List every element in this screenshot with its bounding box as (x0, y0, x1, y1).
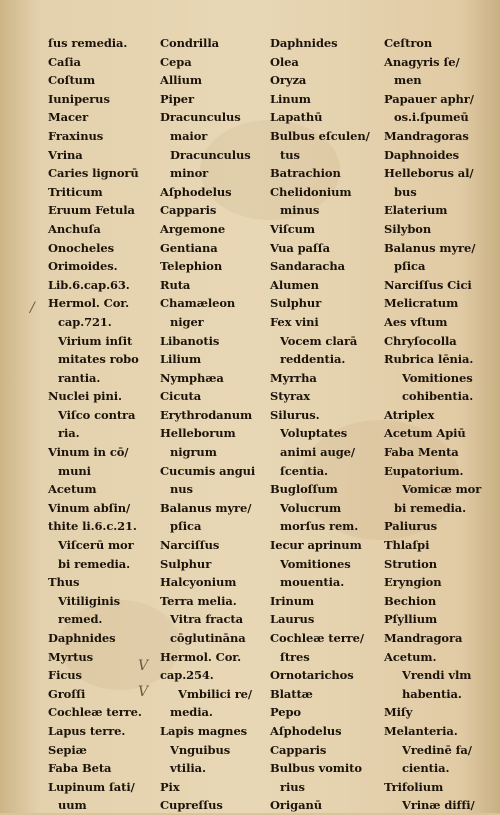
index-entry: Iuniperus (48, 91, 110, 106)
index-entry: Balanus myre/ (384, 240, 476, 255)
index-entry: Faba Menta (384, 445, 459, 460)
index-entry: Helleborus al/ (384, 166, 474, 181)
index-entry: cohibentia. (402, 389, 474, 404)
index-entry: Myrtus (48, 649, 94, 664)
index-entry: Miſy (384, 705, 413, 720)
index-entry: Styrax (270, 389, 311, 404)
index-entry: Pix (160, 779, 180, 794)
index-entry: Voluptates (280, 426, 348, 441)
index-entry: Acetum Apiū (384, 426, 466, 441)
index-entry: Hermol. Cor. (48, 296, 130, 311)
index-entry: Vua paſſa (270, 240, 330, 255)
index-entry: niger (170, 314, 204, 329)
index-entry: Sulphur (160, 556, 212, 571)
index-entry: Eruum Fetula (48, 203, 135, 218)
index-entry: Ornotarichos (270, 668, 354, 683)
index-entry: bi remedia. (394, 500, 467, 515)
index-entry: Lilium (160, 352, 202, 367)
index-entry: Triticum (48, 184, 103, 199)
index-entry: Piper (160, 91, 194, 106)
index-entry: Trifolium (384, 779, 444, 794)
margin-pencil-mark: V (138, 684, 149, 700)
index-entry: mitates robo (58, 352, 139, 367)
index-entry: cōglutināna (170, 631, 246, 645)
index-entry: Hermol. Cor. (160, 649, 242, 664)
index-entry: Allium (160, 73, 202, 88)
index-entry: Cochleæ terre. (48, 705, 142, 720)
index-entry: Gentiana (160, 240, 218, 255)
index-entry: Fex vini (270, 314, 319, 329)
index-column-2 (158, 34, 270, 815)
index-entry: media. (170, 705, 213, 720)
index-entry: habentia. (402, 686, 462, 701)
index-entry: Vrendi vlm (402, 668, 472, 683)
index-entry: Anchuſa (48, 221, 101, 236)
index-entry: Vocem clarā (280, 333, 358, 348)
index-entry: bi remedia. (58, 556, 131, 571)
index-entry: Viſcum (270, 221, 315, 236)
index-entry: Condrilla (160, 36, 219, 50)
index-entry: Atriplex (384, 407, 435, 422)
index-entry: Fraxinus (48, 128, 104, 143)
index-entry: Anagyris ſe/ (384, 54, 460, 69)
index-entry: Bechion (384, 593, 437, 608)
index-entry: Alumen (270, 277, 319, 292)
index-entry: Sepiæ (48, 742, 87, 757)
index-entry: Acetum (48, 482, 97, 497)
index-entry: Eryngion (384, 575, 442, 590)
index-entry: Aſphodelus (270, 723, 342, 738)
index-entry: Vredinē fa/ (402, 742, 472, 757)
index-entry: nigrum (170, 445, 217, 460)
index-column-4 (384, 34, 492, 815)
index-entry: os.i.ſpumeū (394, 110, 469, 125)
index-entry: Narciſſus (160, 538, 220, 553)
index-entry: Viſco contra (58, 407, 136, 422)
index-entry: Myrrha (270, 370, 317, 385)
index-entry: Cicuta (160, 389, 202, 404)
index-entry: Origanū (270, 798, 322, 813)
index-entry: Melanteria. (384, 723, 458, 738)
index-entry: Libanotis (160, 333, 220, 348)
index-entry: Batrachion (270, 166, 341, 181)
index-entry: Vrina (48, 147, 83, 162)
index-entry: Oryza (270, 73, 307, 88)
index-entry: Acetum. (384, 649, 437, 664)
index-entry: Coſtum (48, 73, 96, 88)
index-entry: Vinum abſin/ (48, 500, 131, 515)
index-entry: Narciſſus Cici (384, 277, 472, 292)
index-entry: Orimoides. (48, 259, 118, 274)
index-entry: Nuclei pini. (48, 389, 122, 404)
index-entry: Silurus. (270, 407, 320, 422)
index-entry: Viſcerū mor (58, 538, 134, 553)
index-entry: Chamæleon (160, 296, 236, 311)
index-entry: Aſphodelus (160, 184, 232, 199)
index-entry: Dracunculus (170, 147, 251, 162)
index-entry: Lib.6.cap.63. (48, 277, 130, 292)
index-entry: muni (58, 463, 91, 478)
index-entry: Capparis (160, 203, 217, 218)
index-entry: Faba Beta (48, 761, 112, 776)
index-entry: Onocheles (48, 240, 114, 255)
index-entry: Aes vſtum (384, 314, 448, 329)
index-entry: Caries lignorū (48, 166, 139, 181)
index-entry: tus (280, 147, 300, 162)
index-entry: Ceſtron (384, 36, 433, 50)
index-entry: ſcentia. (280, 463, 328, 478)
index-entry: animi auge/ (280, 445, 355, 460)
index-entry: Vomitiones (402, 370, 473, 385)
index-entry: Papauer aphr/ (384, 91, 474, 106)
index-entry: Vitra fracta (170, 612, 243, 627)
index-entry: pſica (170, 519, 202, 534)
index-entry: ria. (58, 426, 80, 441)
index-entry: minus (280, 203, 320, 218)
index-entry: Terra melia. (160, 593, 237, 608)
index-entry: Vnguibus (170, 742, 231, 757)
index-entry: rius (280, 779, 305, 794)
index-entry: Blattæ (270, 686, 313, 701)
index-entry: Sulphur (270, 296, 322, 311)
index-entry: nus (170, 482, 193, 497)
index-entry: Erythrodanum (160, 407, 253, 422)
index-entry: Thus (48, 575, 80, 590)
index-entry: Pepo (270, 705, 301, 720)
index-entry: Rubrica lēnia. (384, 352, 474, 367)
index-entry: Dracunculus (160, 110, 241, 125)
index-entry: Bulbus vomito (270, 761, 362, 776)
index-entry: rantia. (58, 370, 101, 385)
index-entry: Pſyllium (384, 612, 438, 627)
index-entry: Thlaſpi (384, 538, 430, 553)
index-entry: Linum (270, 91, 311, 106)
index-entry: Chelidonium (270, 184, 352, 199)
index-entry: Sandaracha (270, 259, 345, 274)
index-entry: Argemone (160, 221, 226, 236)
index-entry: Daphnides (48, 631, 116, 645)
index-entry: Groſſi (48, 686, 86, 701)
index-entry: cientia. (402, 761, 450, 776)
index-entry: reddentia. (280, 352, 346, 367)
index-entry: Virium inſit (58, 333, 133, 348)
index-columns (44, 34, 490, 813)
index-entry: Caſia (48, 54, 81, 69)
index-entry: Ficus (48, 668, 82, 683)
index-column-3 (270, 34, 384, 815)
index-entry: Vitiliginis (58, 593, 121, 608)
index-entry: ſus remedia. (48, 36, 128, 50)
index-entry: Volucrum (280, 500, 342, 515)
index-entry: pſica (394, 259, 426, 274)
index-entry: Silybon (384, 221, 432, 236)
index-entry: Vomicæ mor (402, 482, 482, 497)
index-entry: Helleborum (160, 426, 236, 441)
index-entry: Strution (384, 556, 437, 571)
index-entry: Laurus (270, 612, 315, 627)
index-entry: Bugloſſum (270, 482, 338, 497)
margin-pencil-mark: V (138, 658, 149, 674)
index-entry: Vrinæ diffi/ (402, 798, 475, 813)
index-entry: Elaterium (384, 203, 448, 218)
index-entry: Ruta (160, 277, 191, 292)
index-entry: men (394, 73, 422, 88)
index-entry: Cucumis angui (160, 463, 256, 478)
index-entry: Daphnoides (384, 147, 460, 162)
index-entry: Capparis (270, 742, 327, 757)
index-entry: thite li.6.c.21. (48, 519, 137, 534)
index-entry: Vomitiones (280, 556, 351, 571)
index-entry: ſtres (280, 649, 310, 664)
index-entry: Melicratum (384, 296, 459, 311)
index-entry: Balanus myre/ (160, 500, 252, 515)
index-entry: Daphnides (270, 36, 338, 50)
index-entry: Macer (48, 110, 89, 125)
index-entry: Iecur aprinum (270, 538, 362, 553)
index-entry: Lapathū (270, 110, 323, 125)
index-entry: bus (394, 184, 417, 199)
index-entry: Lapis magnes (160, 723, 248, 738)
index-entry: maior (170, 128, 208, 143)
index-entry: cap.254. (160, 668, 214, 683)
index-entry: Lupinum ſati/ (48, 779, 135, 794)
index-entry: remed. (58, 612, 103, 627)
index-entry: Vmbilici re/ (178, 686, 252, 701)
index-entry: Chryſocolla (384, 333, 457, 348)
index-entry: mouentia. (280, 575, 345, 590)
index-entry: minor (170, 166, 209, 181)
margin-pencil-mark: / (30, 300, 35, 316)
index-entry: cap.721. (58, 314, 112, 329)
index-entry: Cochleæ terre/ (270, 631, 364, 645)
index-entry: vtilia. (170, 761, 206, 776)
index-entry: morſus rem. (280, 519, 359, 534)
index-entry: Vinum in cō/ (48, 445, 129, 460)
index-entry: Nymphæa (160, 370, 224, 385)
index-entry: Mandragoras (384, 128, 469, 143)
index-entry: Lapus terre. (48, 723, 126, 738)
index-entry: Telephion (160, 259, 223, 274)
index-entry: Eupatorium. (384, 463, 464, 478)
index-entry: Halcyonium (160, 575, 237, 590)
index-entry: Cupreſſus (160, 798, 223, 813)
index-entry: Bulbus eſculen/ (270, 128, 370, 143)
index-entry: Mandragora (384, 631, 463, 645)
index-entry: Paliurus (384, 519, 437, 534)
index-entry: Cepa (160, 54, 192, 69)
index-entry: Olea (270, 54, 299, 69)
index-entry: uum (58, 798, 87, 813)
index-entry: Irinum (270, 593, 315, 608)
